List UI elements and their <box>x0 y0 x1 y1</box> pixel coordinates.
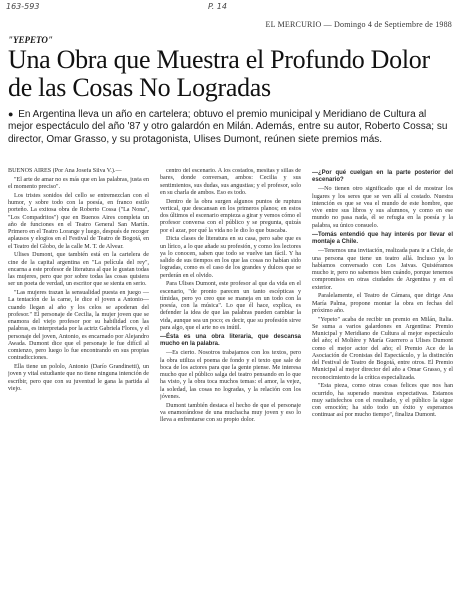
deck-text: En Argentina lleva un año en cartelera; obtuvo el premio municipal y Meridiano de Cultura al mejor espectáculo del año '87 y otro galardón en Milán. Además, entre su autor, Roberto Cossa; su director, Omar Grasso, y su protagonista, Ulises Dumont, reúnen siete premios más. <box>8 109 448 145</box>
article-paragraph: Dumont también destaca el hecho de que el personaje va enamorándose de una muchacha muy joven y eso lo lleva a enfrentarse con su propio dolor. <box>160 402 301 424</box>
article-column-1 <box>8 168 149 596</box>
article-paragraph: —Es cierto. Nosotros trabajamos con los textos, pero la obra utiliza el poema de fondo y el texto que sale de boca de los actores para que la gente piense. Me interesa mucho que el público salga del teatro pensando en lo que ha visto, y la obra toca muchos temas: el amor, la vejez, la soledad, las cosas no logradas, y la relación con los jóvenes. <box>160 350 301 400</box>
article-paragraph: —Tenemos una invitación, realizada para ir a Chile, de una persona que tiene un teatro allá. Incluso ya lo habíamos conversado con Los Jaivas. Quisiéramos mucho ir, pero no sabemos bien cuándo, porque tenemos compromisos en otras ciudades de Argentina y en el exterior. <box>312 248 453 291</box>
article-paragraph: "El arte de amar no es más que en las palabras, justa en el momento preciso". <box>8 176 149 190</box>
interview-question: — ¿Por qué cuelgan en la parte posterior del escenario? <box>312 170 453 184</box>
article-paragraph: Dentro de la obra surgen algunos puntos de ruptura vertical, que descansan en los primeros planos; en estos dos últimos el escenario empieza a girar y vemos cómo el profesor conversa con el público y se pregunta, quizás por el azar, por qué la vida no le dio lo que buscaba. <box>160 198 301 234</box>
dateline: BUENOS AIRES <box>8 168 52 174</box>
article-paragraph: Ulises Dumont, que también está en la cartelera de cine de la capital argentina en "La película del rey", encarna a este profesor de literatura al que le gustan todas las mujeres, pero que por sobre todas las cosas quisiera ser un poeta de verdad, un escritor que se sienta en serio. <box>8 252 149 288</box>
article-paragraph: centro del escenario. A los costados, mesitas y sillas de bares, donde conversan, ambos: Cecilia y sus sentimientos, sus dudas, sus angustias; y el profesor, solo en su charla de ambos. Eso es todo. <box>160 168 301 196</box>
interview-question: — Ésta es una obra literaria, que descansa mucho en la palabra. <box>160 334 301 348</box>
newspaper-masthead: EL MERCURIO — Domingo 4 de Septiembre de 1988 <box>265 20 452 29</box>
article-paragraph: "Las mujeres trazan la sensualidad puesta en juego —La tentación de la carne, le dice el joven a Antonio— cuando llegan al año y los celos se apoderan del profesor." El personaje de Cecilia, la mujer joven que se enamora del viejo profesor por su habilidad con las palabras, es interpretada por la actriz Gabriela Flores, y el personaje del joven, Antonio, es encarnado por Alejandro Awada. Dumont dice que el personaje le fue difícil al comienzo, pero luego lo fue encontrando en sus propias contradicciones. <box>8 290 149 362</box>
article-paragraph: Los tristes sonidos del cello se entremezclan con el humor, y sobre todo con la poesía, en franco estilo porteño. La exitosa obra de Roberto Cossa ("La Nona", "Los Compadritos") que en Buenos Aires completa un año de funciones en el Teatro General San Martín. Primero en el Teatro Lorange y luego, después de recoger aplausos y elogios en el Festival de Teatro de Bogotá, en el Teatro del Globo, de la calle M. T. de Alvear. <box>8 192 149 250</box>
article-paragraph: Para Ulises Dumont, este profesor al que da vida en el escenario, "de pronto parecen un tanto escépticas y tímidas, pero yo creo que se maneja en un todo con la poesía, con la música". Lo que él hace, explica, es defender la idea de que las palabras pueden cambiar la vida, aunque sea un poco; es decir, que su profesión sirve para algo, que el arte no es inútil. <box>160 281 301 331</box>
article-paragraph: Dicta clases de literatura en su casa, pero sabe que es un lírico, a lo que añade su profesión, y como los lectores ya lo conocen, saben que todo se vuelve tan fácil. Y ha salido de sus tiempos en los que las cosas no habían sido logradas, como es el caso de los grandes y dulces que se perderán en el olvido. <box>160 236 301 279</box>
interview-question: — Tomás entendió que hay interés por llevar el montaje a Chile. <box>312 232 453 246</box>
headline: Una Obra que Muestra el Profundo Dolor de las Cosas No Logradas <box>8 45 430 102</box>
article-paragraph: Ella tiene un pololo, Antonio (Darío Grandinetti), un joven y vital estudiante que no tiene ninguna intención de escribir, pero que con su juventud le gana la partida al viejo. <box>8 364 149 392</box>
handwritten-page-note: P. 14 <box>208 2 227 11</box>
article-paragraph: —No tienen otro significado que el de mostrar los lugares y los seres que se ven allí al costado. Nuestra intención es que se vea el mundo de este hombre, que vive entre sus libros y sus alumnos, y como en ese mundo no pasa nada, él se refugia en la poesía y la palabra, su único consuelo. <box>312 186 453 229</box>
handwritten-archive-number: 163-593 <box>6 2 40 11</box>
article-column-3 <box>312 168 453 596</box>
byline: (Por Ana Josefa Silva V.).— <box>52 168 122 174</box>
deck-summary <box>8 108 452 146</box>
article-body <box>8 168 454 596</box>
article-lead <box>8 168 149 175</box>
bullet-icon: ● <box>8 109 14 119</box>
article-paragraph: Paralelamente, el Teatro de Cámara, que dirige Ana María Palma, propone montar la obra en fechas del próximo año. <box>312 293 453 314</box>
kicker: "YEPETO" <box>8 35 53 45</box>
article-paragraph: "Yepeto" acaba de recibir un premio en Milán, Italia. Se suma a varios galardones en Argentina: Premio Municipal y Meridiano de Cultura al mejor espectáculo del año; el Molière y María Guerrero a Ulises Dumont como el mejor actor del año; el Premio Ace de la Asociación de Cronistas del Espectáculo, y la distinción del Festival de Teatro de Bogotá, entre otros. El Premio Municipal al mejor director del año a Omar Grasso, y el reconocimiento de la crítica especializada. <box>312 316 453 381</box>
article-paragraph: "Esta pieza, como otras cosas felices que nos han ocurrido, ha superado nuestras expectativas. Estamos muy satisfechos con el resultado, y el público la sigue con emoción; ha sido todo un éxito y esperamos continuar así por mucho tiempo", finaliza Dumont. <box>312 383 453 419</box>
article-column-2 <box>160 168 301 596</box>
